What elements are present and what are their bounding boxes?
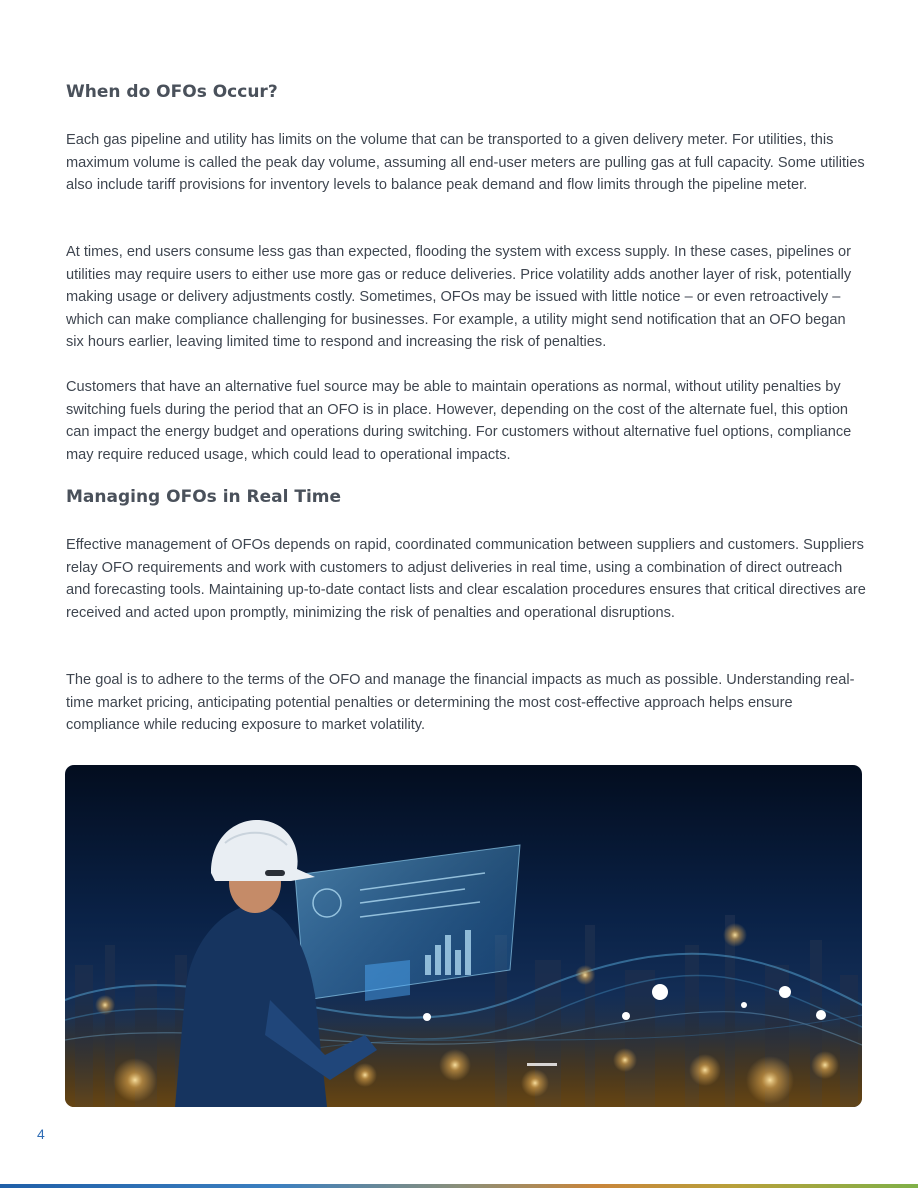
- paragraph-peak-day-volume: Each gas pipeline and utility has limits on the volume that can be transported to a given delivery meter. For utilities, this maximum volume is called the peak day volume, assuming all end-user meters are pulling gas at full capacity. Some utilities also include tariff provisions for inventory levels to balance peak demand and flow limits through the pipeline meter.: [66, 132, 865, 194]
- paragraph-coordinated-communication: Effective management of OFOs depends on rapid, coordinated communication between suppliers and customers. Suppliers relay OFO requirements and work with customers to adjust deliveries in real time, using a combination of direct outreach and forecasting tools. Maintaining up-to-date contact lists and clear escalation procedures ensures that critical directives are received and acted upon promptly, minimizing the risk of penalties and operational disruptions.: [66, 537, 866, 621]
- page-number: 4: [37, 1126, 45, 1142]
- section-heading-when-ofos-occur: When do OFOs Occur?: [66, 82, 278, 102]
- paragraph-alternative-fuel: Customers that have an alternative fuel source may be able to maintain operations as normal, without utility penalties by switching fuels during the period that an OFO is in place. However, depending on the cost of the alternate fuel, this option can impact the energy budget and operations during switching. For customers without alternative fuel options, compliance may require reduced usage, which could lead to operational impacts.: [66, 379, 852, 463]
- paragraph-excess-supply: At times, end users consume less gas than expected, flooding the system with excess supply. In these cases, pipelines or utilities may require users to either use more gas or reduce deliveries. Price volatility adds another layer of risk, potentially making usage or delivery adjustments costly. Sometimes, OFOs may be issued with little notice – or even retroactively – which can make compliance challenging for businesses. For example, a utility might send notification that an OFO began six hours earlier, leaving limited time to respond and increasing the risk of penalties.: [66, 244, 852, 351]
- footer-gradient-rule: [0, 1184, 918, 1188]
- hero-image-refinery-worker: [65, 765, 862, 1107]
- section-heading-managing-ofos: Managing OFOs in Real Time: [66, 487, 342, 507]
- paragraph-financial-impacts: The goal is to adhere to the terms of the OFO and manage the financial impacts as much as possible. Understanding real-time market pricing, anticipating potential penalties or determining the most cost-effective approach helps ensure compliance while reducing exposure to market volatility.: [66, 672, 855, 734]
